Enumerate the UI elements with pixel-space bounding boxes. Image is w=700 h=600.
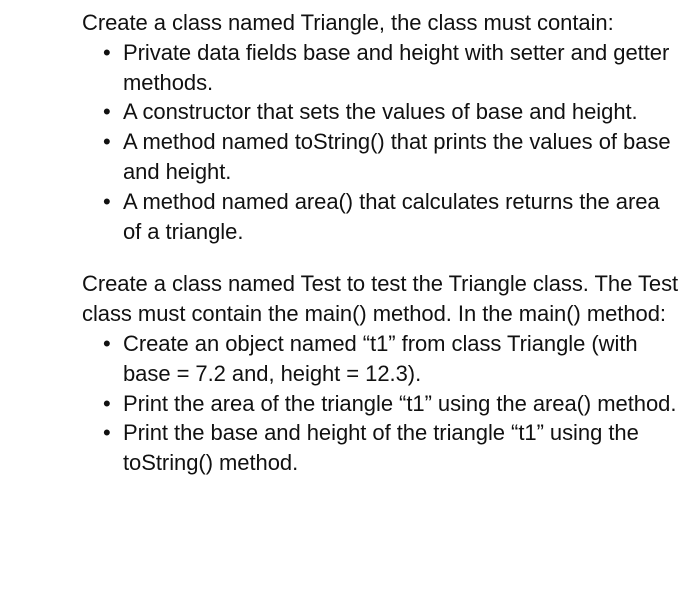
- list-item: [82, 127, 682, 187]
- bullet-icon: •: [103, 188, 111, 214]
- list-item: [82, 187, 682, 247]
- bullet-icon: •: [103, 420, 111, 446]
- bullet-icon: •: [103, 390, 111, 416]
- bullet-icon: •: [103, 330, 111, 356]
- list-item: [82, 38, 682, 98]
- triangle-class-intro: Create a class named Triangle, the class must contain:: [82, 10, 614, 35]
- list-item-text: Create an object named “t1” from class Triangle (with base = 7.2 and, height = 12.3).: [123, 330, 638, 386]
- list-item: [82, 418, 682, 478]
- document-body: [82, 8, 682, 478]
- list-item-text: A method named area() that calculates returns the area of a triangle.: [123, 188, 660, 244]
- list-item-text: Print the area of the triangle “t1” using the area() method.: [123, 390, 677, 416]
- main-method-steps-list: [82, 329, 682, 478]
- bullet-icon: •: [103, 99, 111, 125]
- list-item: [82, 389, 682, 419]
- list-item: [82, 329, 682, 389]
- section-spacer: [82, 246, 682, 269]
- triangle-requirements-list: [82, 38, 682, 247]
- test-class-intro: Create a class named Test to test the Triangle class. The Test class must contain the main() method. In the main() method:: [82, 271, 679, 327]
- list-item: [82, 97, 682, 127]
- list-item-text: A method named toString() that prints the values of base and height.: [123, 129, 671, 184]
- list-item-text: Print the base and height of the triangle “t1” using the toString() method.: [123, 420, 639, 476]
- list-item-text: Private data fields base and height with setter and getter methods.: [123, 39, 670, 95]
- bullet-icon: •: [103, 129, 111, 155]
- bullet-icon: •: [103, 39, 111, 65]
- list-item-text: A constructor that sets the values of base and height.: [123, 99, 638, 125]
